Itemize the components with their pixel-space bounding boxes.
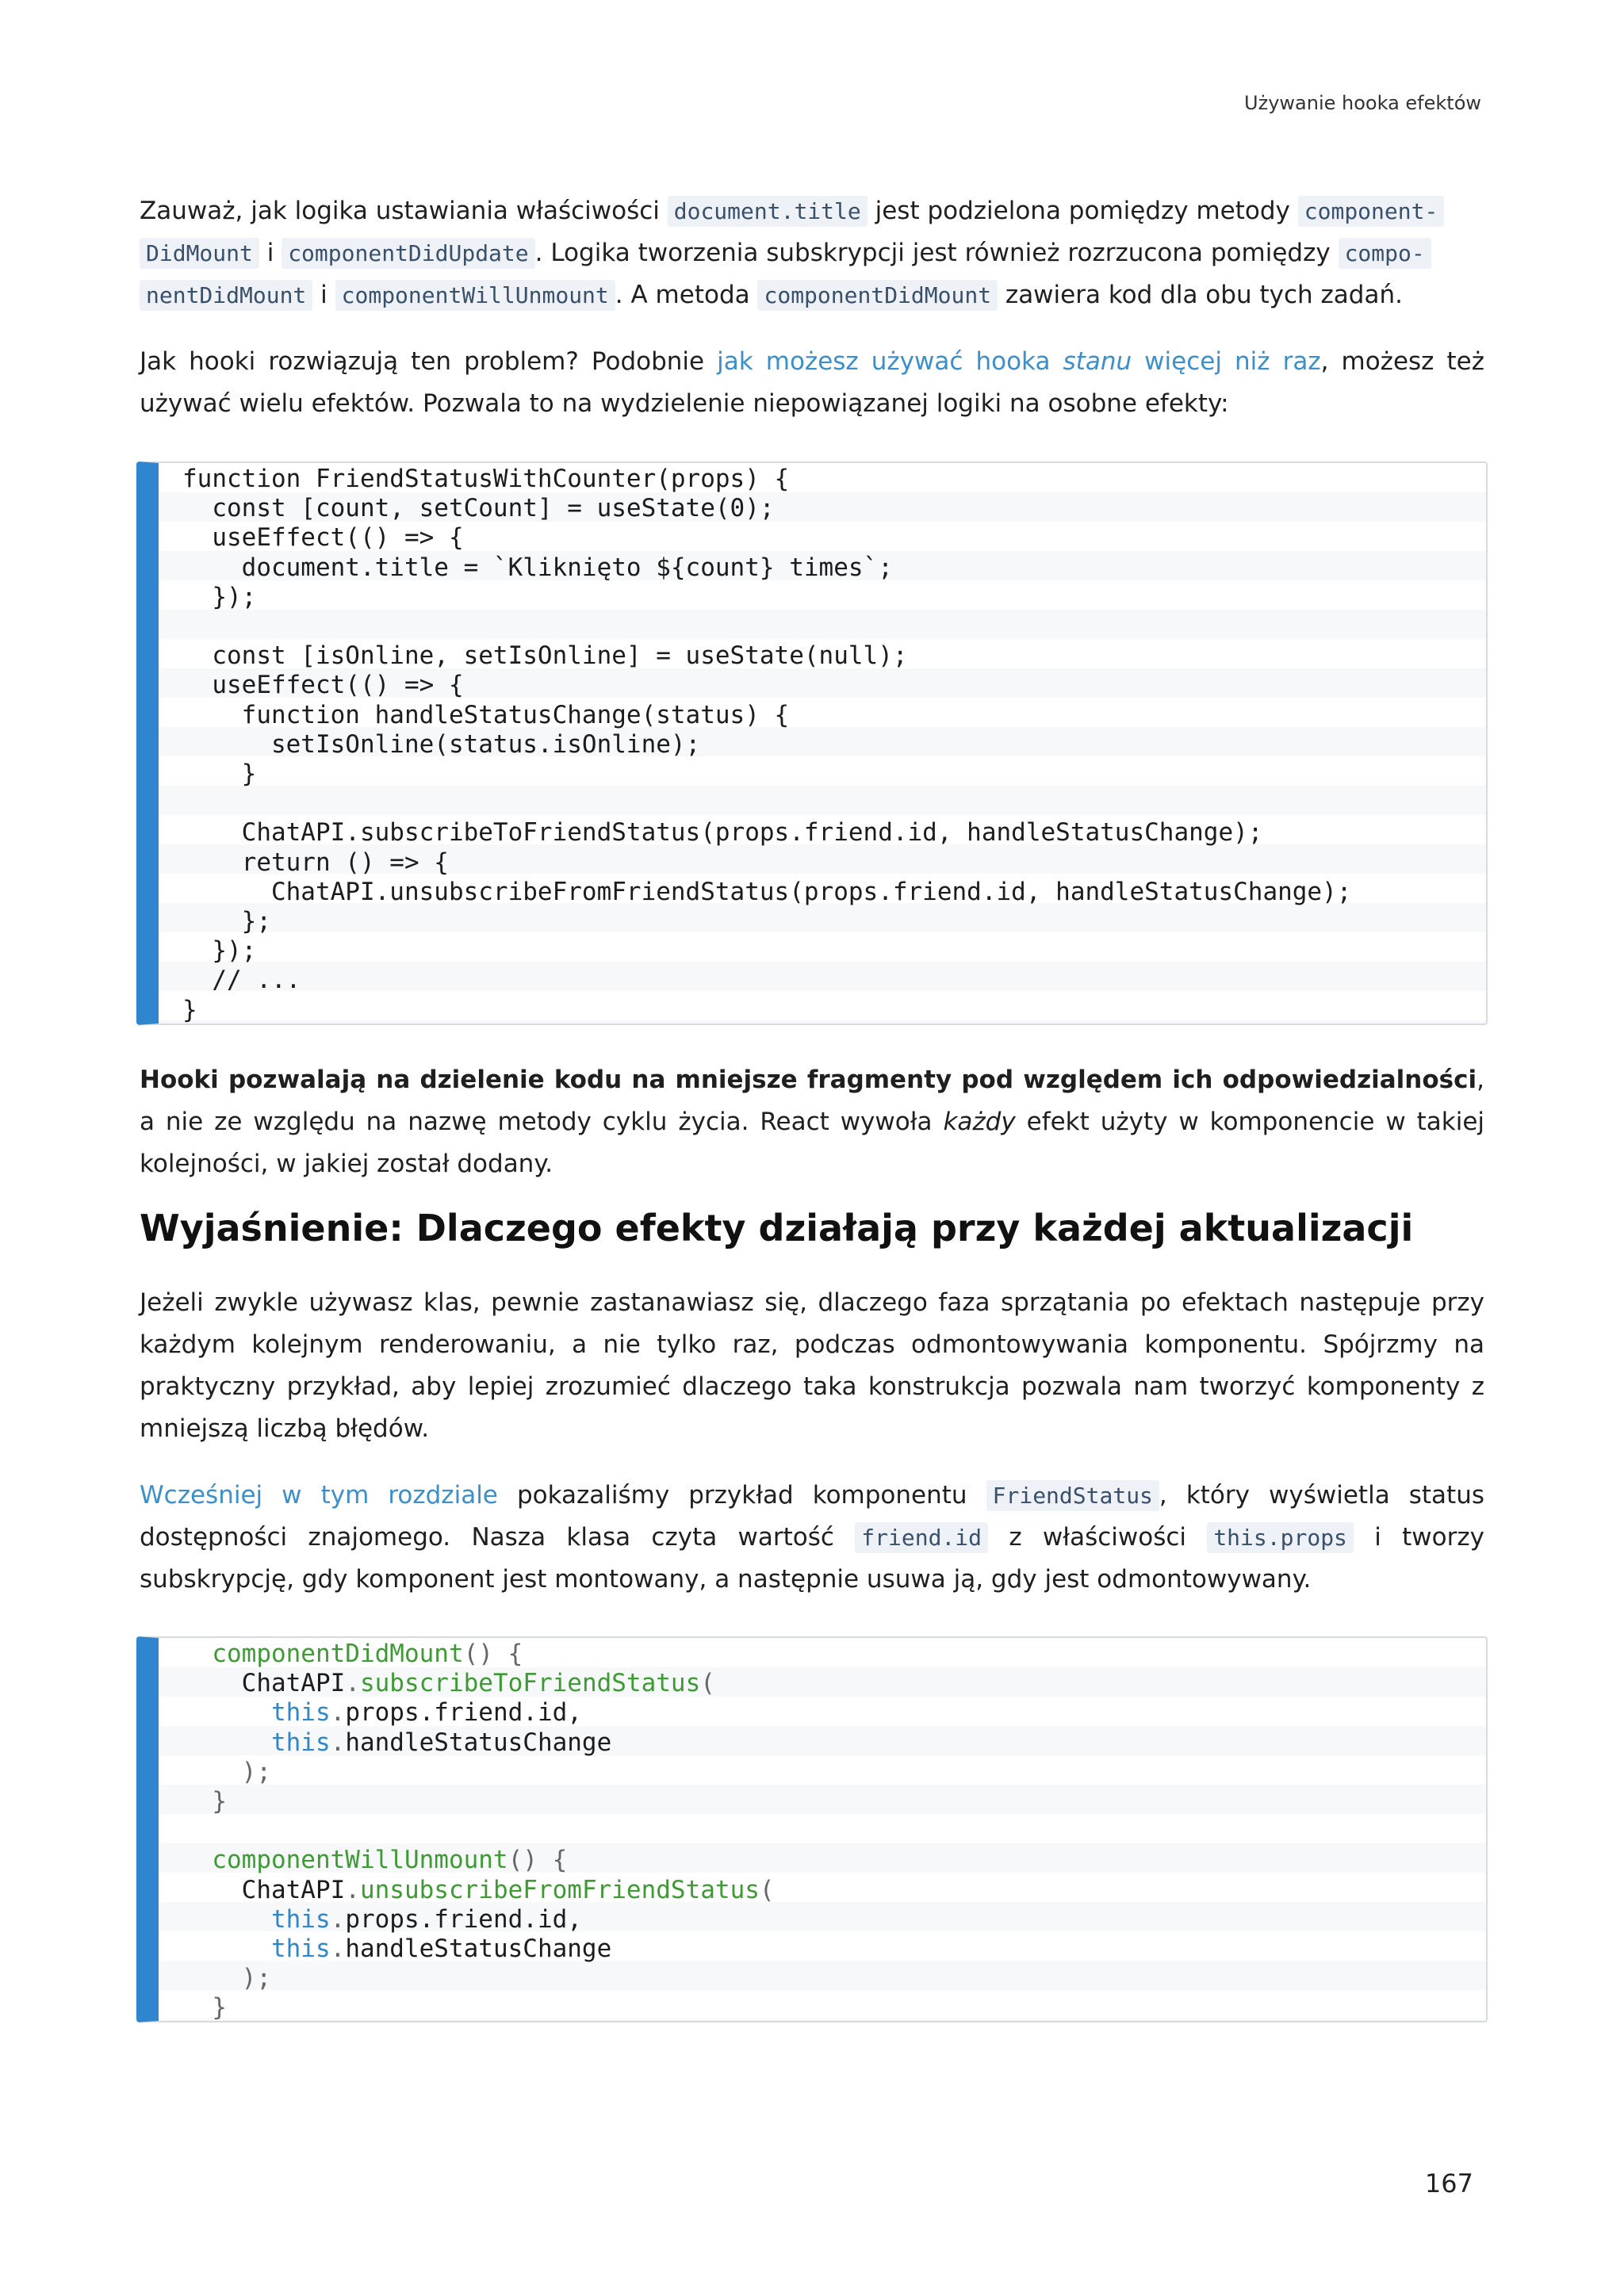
paragraph-multiple-effects <box>140 341 1484 425</box>
inline-code: nentDidMount <box>140 280 312 311</box>
text: Zauważ, jak logika ustawiania właściwości <box>140 197 668 225</box>
inline-code: friend.id <box>855 1522 988 1553</box>
running-header: Używanie hooka efektów <box>1244 92 1481 114</box>
link-text: więcej niż raz <box>1132 347 1321 376</box>
text: i tworzy subskrypcję, gdy komponent jest montowany, a następnie usuwa ją, gdy jest odmontowywany. <box>140 1523 1484 1594</box>
code-method-call: unsubscribeFromFriendStatus <box>359 1875 760 1904</box>
emphasis-text: każdy <box>943 1108 1016 1136</box>
code-method-name: componentDidMount <box>212 1640 464 1668</box>
code-keyword: this <box>270 1934 331 1964</box>
inline-code: compo- <box>1339 238 1431 269</box>
text: , który wyświetla status dostępności znajomego. Nasza klasa czyta wartość <box>140 1481 1484 1552</box>
code-line: const [count, setCount] = useState(0); <box>182 494 775 523</box>
code-listing <box>159 465 1486 1025</box>
code-line: } <box>182 995 197 1024</box>
code-keyword: this <box>270 1904 331 1934</box>
code-method-call: subscribeToFriendStatus <box>359 1669 701 1698</box>
text: jest podzielona pomiędzy metody <box>867 197 1298 225</box>
text: Jeżeli zwykle używasz klas, pewnie zastanawiasz się, dlaczego faza sprzątania po efektach następuje przy każdym kolejnym renderowaniu, a nie tylko raz, podczas odmontowywania komponentu. Spójrzmy na praktyczny przykład, aby lepiej zrozumieć dlaczego taka konstrukcja pozwala nam tworzyć komponenty z mniejszą liczbą błędów. <box>140 1288 1484 1443</box>
inline-code: this.props <box>1207 1522 1354 1553</box>
code-line: }); <box>182 936 257 966</box>
code-listing: componentDidMount() { ChatAPI.subscribeToFriendStatus( this.props.friend.id, this.handleStatusChange ); } componentWillUnmount() { ChatAPI.unsubscribeFromFriendStatus( this.props.friend.id, this.handleStatusChange ); } <box>212 1640 775 2022</box>
code-object: ChatAPI <box>241 1669 346 1698</box>
inline-code: component- <box>1298 196 1445 227</box>
link-earlier-in-chapter[interactable]: Wcześniej w tym rozdziale <box>140 1481 498 1510</box>
inline-code: componentDidMount <box>757 280 998 311</box>
code-argument: props.friend.id, <box>345 1904 582 1934</box>
text: zawiera kod dla obu tych zadań. <box>998 281 1403 309</box>
code-line: function handleStatusChange(status) { <box>182 700 790 729</box>
code-line: setIsOnline(status.isOnline); <box>182 729 701 759</box>
code-line: // ... <box>182 966 301 995</box>
code-line: ChatAPI.unsubscribeFromFriendStatus(props.friend.id, handleStatusChange); <box>182 877 1352 906</box>
inline-code: FriendStatus <box>986 1480 1159 1511</box>
text: pokazaliśmy przykład komponentu <box>497 1481 986 1510</box>
section-heading: Wyjaśnienie: Dlaczego efekty działają przy każdej aktualizacji <box>140 1207 1414 1249</box>
code-line: }; <box>182 907 271 936</box>
paragraph-friend-status-example <box>140 1475 1484 1601</box>
inline-code: document.title <box>668 196 868 227</box>
text: , a nie ze względu na nazwę metody cyklu życia. React wywoła <box>140 1066 1484 1136</box>
code-line: const [isOnline, setIsOnline] = useState(null); <box>182 641 908 671</box>
code-line: ChatAPI.subscribeToFriendStatus(props.friend.id, handleStatusChange); <box>182 818 1263 848</box>
text: i <box>312 281 335 309</box>
text: , możesz też używać wielu efektów. Pozwala to na wydzielenie niepowiązanej logiki na osobne efekty: <box>140 347 1484 418</box>
text: . A metoda <box>615 281 758 309</box>
inline-code: DidMount <box>140 238 259 269</box>
text: efekt użyty w komponencie w takiej kolejności, w jakiej został dodany. <box>140 1108 1484 1178</box>
paragraph-why-cleanup <box>140 1282 1484 1450</box>
code-line: }); <box>182 582 257 611</box>
code-keyword: this <box>270 1728 331 1757</box>
code-line: document.title = `Kliknięto ${count} times`; <box>182 553 893 582</box>
code-line: useEffect(() => { <box>182 523 464 553</box>
paragraph-lifecycle-split <box>140 190 1484 316</box>
code-keyword: this <box>270 1698 331 1728</box>
paragraph-separation-of-concerns <box>140 1059 1484 1185</box>
code-line: function FriendStatusWithCounter(props) { <box>182 465 790 493</box>
text: z właściwości <box>988 1523 1208 1552</box>
code-method-name: componentWillUnmount <box>212 1846 508 1875</box>
code-line: useEffect(() => { <box>182 671 464 700</box>
link-text: jak możesz używać hooka <box>717 347 1063 376</box>
code-block-friend-status-with-counter <box>136 461 1488 1025</box>
inline-code: componentDidUpdate <box>282 238 534 269</box>
bold-text: Hooki pozwalają na dzielenie kodu na mniejsze fragmenty pod względem ich odpowiedzialności <box>140 1066 1477 1094</box>
inline-code: componentWillUnmount <box>335 280 615 311</box>
code-object: ChatAPI <box>241 1875 346 1904</box>
code-argument: handleStatusChange <box>345 1728 612 1757</box>
text: i <box>259 239 282 267</box>
text: . Logika tworzenia subskrypcji jest również rozrzucona pomiędzy <box>534 239 1339 267</box>
code-argument: handleStatusChange <box>345 1934 612 1964</box>
text: Jak hooki rozwiązują ten problem? Podobnie <box>140 347 718 376</box>
code-line: } <box>182 760 257 789</box>
link-multiple-state[interactable] <box>717 347 1320 376</box>
link-text-emphasis: stanu <box>1063 347 1132 376</box>
code-block-class-lifecycle <box>136 1636 1488 2022</box>
code-line: return () => { <box>182 848 449 877</box>
code-argument: props.friend.id, <box>345 1698 582 1728</box>
page-number: 167 <box>1424 2168 1473 2198</box>
